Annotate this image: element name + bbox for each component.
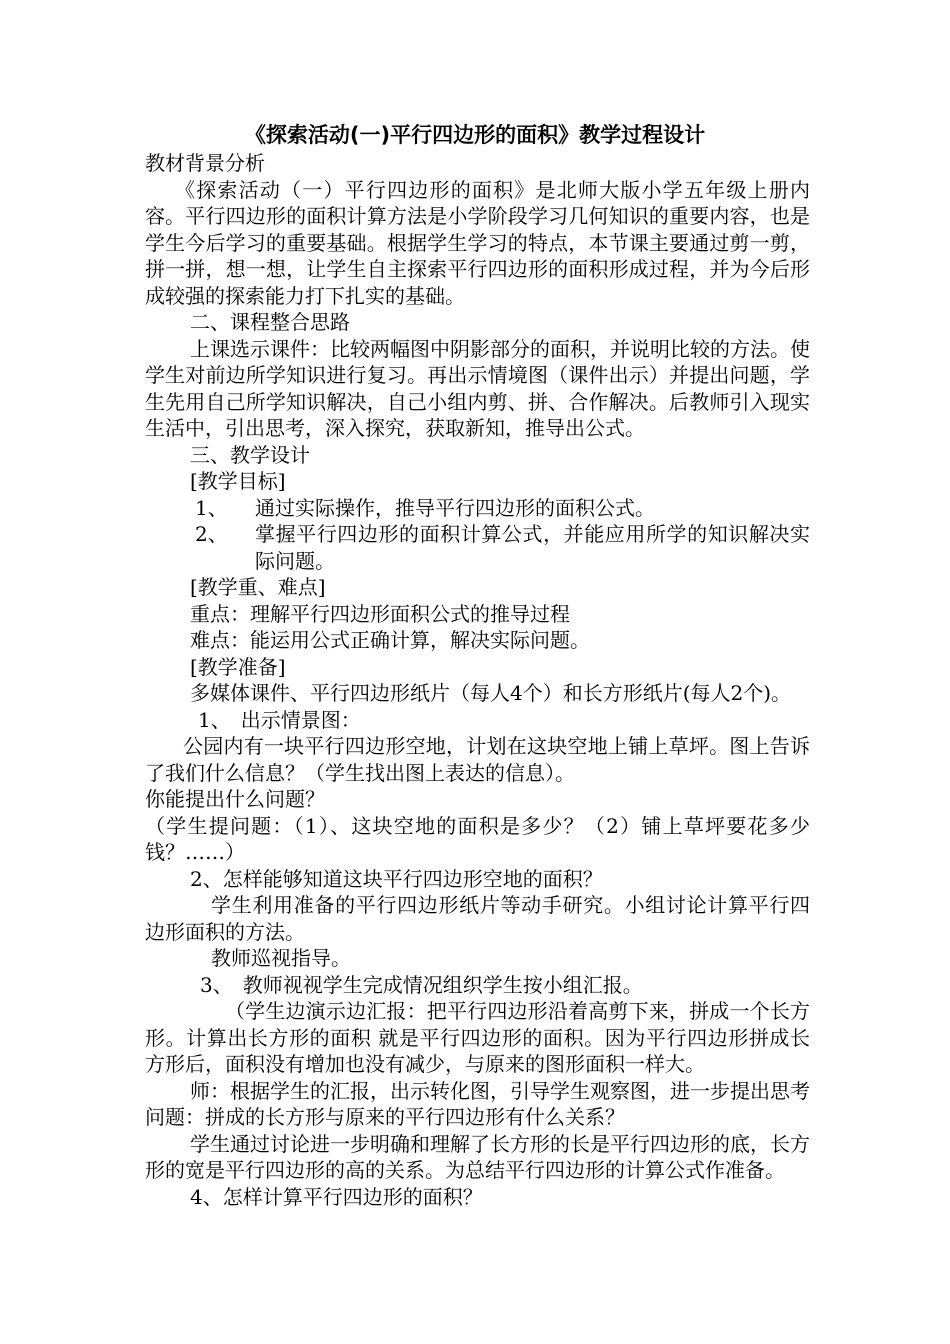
step2-paragraph: 学生利用准备的平行四边形纸片等动手研究。小组讨论计算平行四边形面积的方法。	[145, 893, 810, 944]
step2-heading: 2、怎样能够知道这块平行四边形空地的面积？	[190, 866, 603, 891]
step1-question: 你能提出什么问题？	[145, 787, 325, 811]
integration-heading: 二、课程整合思路	[190, 310, 350, 334]
document-body	[145, 150, 810, 1210]
step4-heading: 4、怎样计算平行四边形的面积？	[190, 1184, 483, 1209]
step1-heading: 1、 出示情景图：	[198, 707, 361, 732]
prep-paragraph: 多媒体课件、平行四边形纸片（每人4个）和长方形纸片(每人2个)。	[190, 681, 792, 705]
design-heading: 三、教学设计	[190, 442, 310, 467]
prep-heading: [教学准备]	[190, 654, 286, 679]
step3-students: 学生通过讨论进一步明确和理解了长方形的长是平行四边形的底，长方形的宽是平行四边形的高的关系。为总结平行四边形的计算公式作准备。	[145, 1131, 810, 1182]
difficult-point: 难点：能运用公式正确计算，解决实际问题。	[190, 628, 590, 652]
goal-text: 掌握平行四边形的面积计算公式，并能应用所学的知识解决实际问题。	[255, 522, 810, 573]
goal-number: 2、	[195, 522, 228, 546]
goal-text: 通过实际操作，推导平行四边形的面积公式。	[255, 495, 655, 520]
key-heading: [教学重、难点]	[190, 575, 326, 599]
step3-heading: 3、 教师视视学生完成情况组织学生按小组汇报。	[200, 972, 643, 997]
goal-item	[145, 495, 810, 522]
goal-number: 1、	[195, 495, 228, 520]
background-paragraph: 《探索活动（一）平行四边形的面积》是北师大版小学五年级上册内容。平行四边形的面积计算方法是小学阶段学习几何知识的重要内容，也是学生今后学习的重要基础。根据学生学习的特点，本节课主要通过剪一剪，拼一拼，想一想，让学生自主探索平行四边形的面积形成过程，并为今后形成较强的探索能力打下扎实的基础。	[145, 177, 810, 308]
integration-paragraph: 上课选示课件：比较两幅图中阴影部分的面积，并说明比较的方法。使学生对前边所学知识进行复习。再出示情境图（课件出示）并提出问题，学生先用自己所学知识解决，自己小组内剪、拼、合作解决。后教师引入现实生活中，引出思考，深入探究，获取新知，推导出公式。	[145, 336, 810, 440]
step1-paragraph: 公园内有一块平行四边形空地，计划在这块空地上铺上草坪。图上告诉了我们什么信息？（学生找出图上表达的信息）。	[145, 734, 810, 785]
goal-item	[145, 521, 810, 574]
step1-answer: （学生提问题：（1）、这块空地的面积是多少？（2）铺上草坪要花多少钱？……）	[145, 813, 810, 864]
goals-heading: [教学目标]	[190, 469, 286, 493]
step3-teacher: 师：根据学生的汇报，出示转化图，引导学生观察图，进一步提出思考问题：拼成的长方形与原来的平行四边形有什么关系？	[145, 1078, 810, 1129]
step3-paragraph: （学生边演示边汇报：把平行四边形沿着高剪下来，拼成一个长方形。计算出长方形的面积 就是平行四边形的面积。因为平行四边形拼成长方形后，面积没有增加也没有减少，与原来的图形面积一样大。	[145, 999, 810, 1076]
document-title: 《探索活动(一)平行四边形的面积》教学过程设计	[244, 123, 706, 147]
step2-teacher: 教师巡视指导。	[211, 946, 351, 970]
key-point: 重点：理解平行四边形面积公式的推导过程	[190, 601, 570, 626]
background-heading: 教材背景分析	[145, 151, 265, 175]
